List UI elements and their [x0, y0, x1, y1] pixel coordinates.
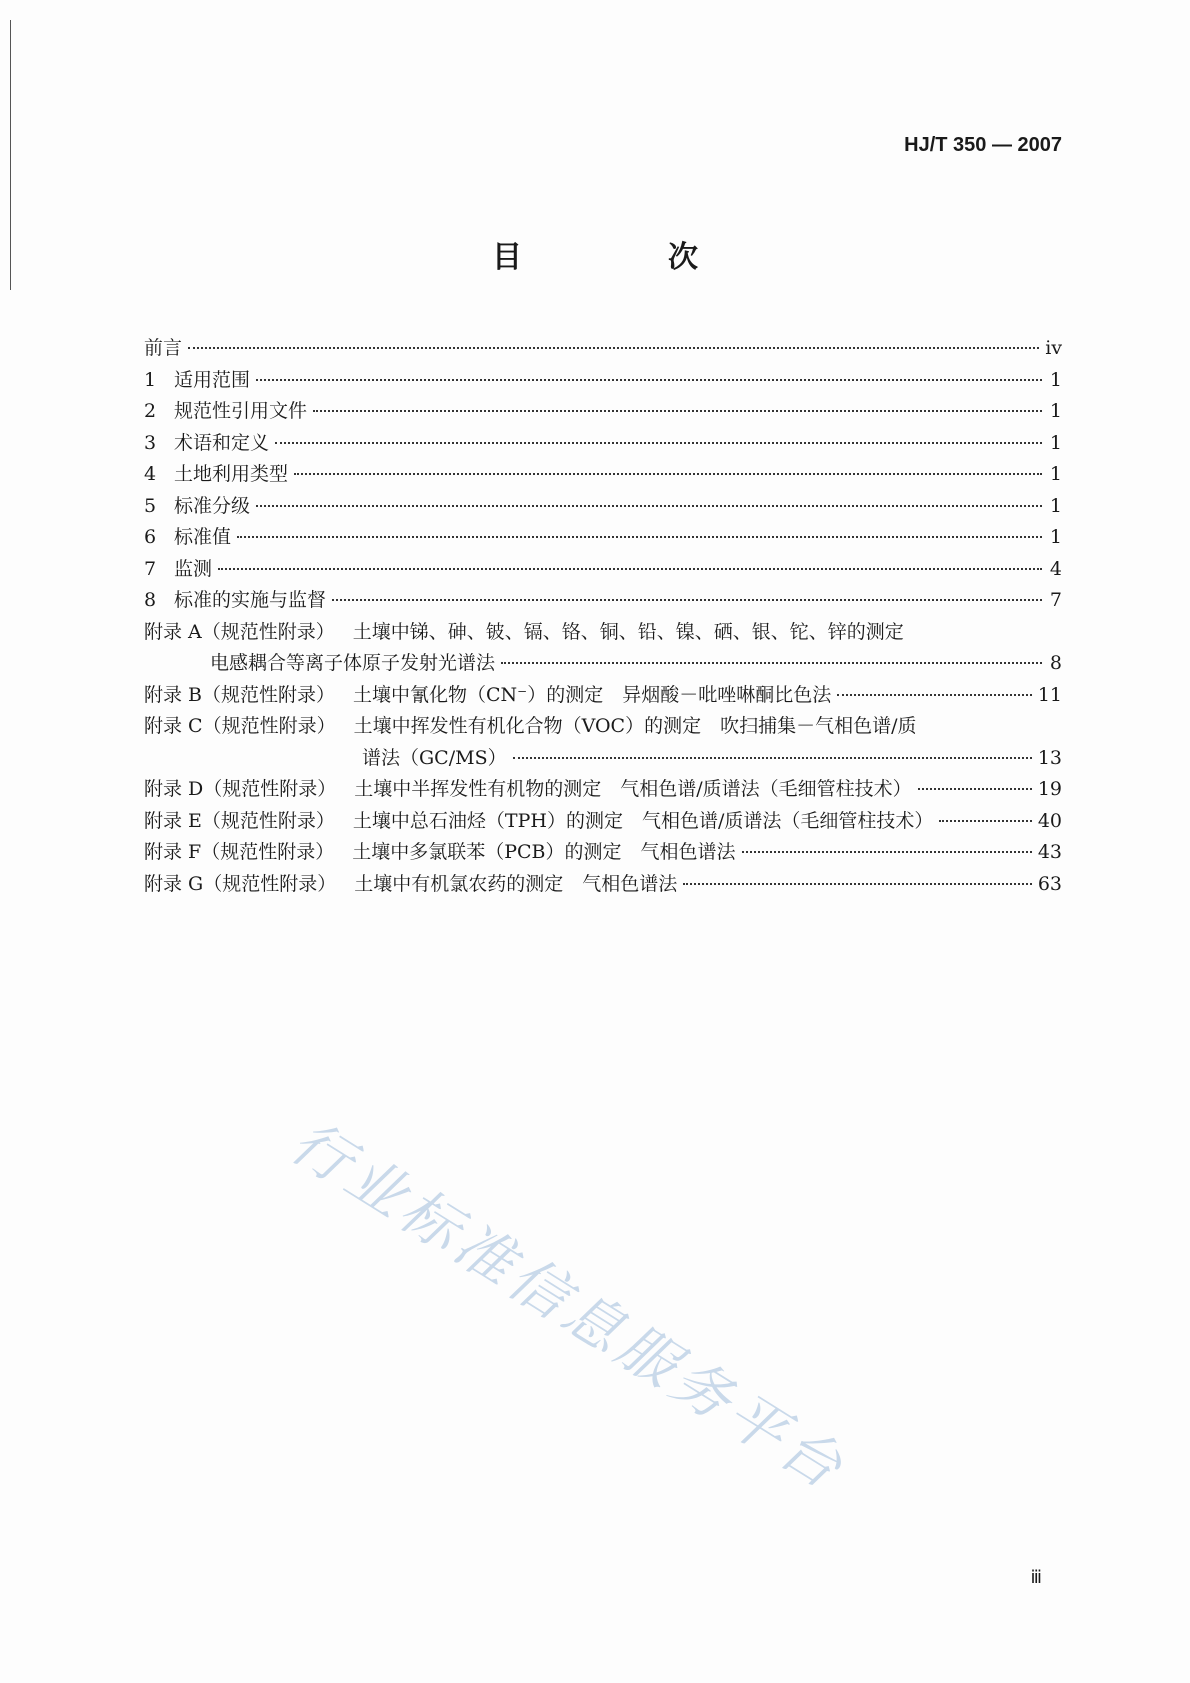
toc-entry-appendix-g[interactable] [144, 869, 1062, 901]
toc-page: 43 [1037, 841, 1062, 863]
appendix-prefix: 附录 C（规范性附录） [144, 715, 336, 737]
toc-entry-appendix-a-cont[interactable] [144, 648, 1062, 680]
toc-page: 4 [1049, 557, 1062, 580]
toc-entry-section-2[interactable] [144, 396, 1062, 428]
dot-leader [513, 756, 1032, 759]
toc-entry-section-1[interactable] [144, 365, 1062, 397]
appendix-prefix: 附录 B（规范性附录） [144, 683, 336, 706]
dot-leader [188, 346, 1039, 349]
toc-number: 1 [144, 368, 157, 391]
toc-number: 4 [144, 463, 157, 485]
appendix-title: 土壤中锑、砷、铍、镉、铬、铜、铅、镍、硒、银、铊、锌的测定 [352, 620, 904, 643]
toc-number: 7 [144, 557, 157, 580]
toc-number: 3 [144, 431, 157, 454]
toc-page: 1 [1049, 368, 1062, 391]
dot-leader [313, 409, 1042, 412]
toc-label: 适用范围 [174, 368, 251, 391]
dot-leader [939, 819, 1031, 822]
watermark: 行业标准信息服务平台 [279, 1107, 859, 1505]
dot-leader [275, 441, 1042, 444]
toc-entry-foreword[interactable] [144, 333, 1062, 365]
dot-leader [237, 535, 1042, 538]
dot-leader [683, 882, 1032, 885]
toc-number: 2 [144, 400, 157, 422]
dot-leader [256, 378, 1042, 381]
toc-page: 1 [1049, 494, 1062, 517]
appendix-prefix: 附录 D（规范性附录） [144, 778, 337, 800]
dot-leader [837, 693, 1032, 696]
toc-entry-section-8[interactable] [144, 585, 1062, 617]
appendix-title: 土壤中有机氯农药的测定 气相色谱法 [354, 872, 678, 895]
toc-entry-section-3[interactable] [144, 428, 1062, 460]
toc-entry-appendix-e[interactable] [144, 806, 1062, 838]
toc-page: 13 [1037, 746, 1062, 769]
appendix-prefix: 附录 F（规范性附录） [144, 841, 335, 863]
appendix-title: 土壤中总石油烃（TPH）的测定 气相色谱/质谱法（毛细管柱技术） [352, 809, 934, 832]
toc-entry-section-4[interactable] [144, 459, 1062, 491]
appendix-title-cont: 电感耦合等离子体原子发射光谱法 [210, 652, 496, 674]
toc-page: 40 [1037, 809, 1062, 832]
dot-leader [918, 787, 1032, 790]
dot-leader [332, 598, 1042, 601]
toc-entry-appendix-b[interactable] [144, 680, 1062, 712]
toc-entry-section-5[interactable] [144, 491, 1062, 523]
appendix-title: 土壤中挥发性有机化合物（VOC）的测定 吹扫捕集－气相色谱/质 [353, 715, 917, 737]
appendix-title-cont: 谱法（GC/MS） [362, 746, 507, 769]
toc-label: 规范性引用文件 [174, 400, 308, 422]
table-of-contents [144, 333, 1062, 900]
toc-entry-appendix-c[interactable] [144, 711, 1062, 743]
appendix-title: 土壤中半挥发性有机物的测定 气相色谱/质谱法（毛细管柱技术） [354, 778, 912, 800]
toc-number: 5 [144, 494, 157, 517]
toc-entry-appendix-c-cont[interactable] [144, 743, 1062, 775]
standard-code: HJ/T 350 — 2007 [904, 134, 1062, 156]
appendix-title: 土壤中多氯联苯（PCB）的测定 气相色谱法 [352, 841, 736, 863]
toc-page: 11 [1037, 683, 1062, 706]
toc-number: 6 [144, 526, 157, 548]
toc-label: 标准值 [174, 526, 232, 548]
appendix-prefix: 附录 A（规范性附录） [144, 620, 335, 643]
toc-label: 标准分级 [174, 494, 251, 517]
toc-label: 标准的实施与监督 [174, 589, 327, 611]
toc-page: 19 [1037, 778, 1062, 800]
toc-label: 土地利用类型 [174, 463, 289, 485]
toc-page: 1 [1049, 400, 1062, 422]
page-title: 目 次 [492, 240, 756, 275]
toc-number: 8 [144, 589, 157, 611]
toc-page: 1 [1049, 463, 1062, 485]
toc-entry-section-6[interactable] [144, 522, 1062, 554]
dot-leader [218, 567, 1042, 570]
toc-page: 1 [1049, 431, 1062, 454]
toc-entry-section-7[interactable] [144, 554, 1062, 586]
toc-label: 监测 [174, 557, 213, 580]
appendix-prefix: 附录 G（规范性附录） [144, 872, 337, 895]
dot-leader [742, 850, 1032, 853]
toc-page: 1 [1049, 526, 1062, 548]
toc-entry-appendix-a[interactable] [144, 617, 1062, 649]
toc-page: 8 [1049, 652, 1062, 674]
appendix-prefix: 附录 E（规范性附录） [144, 809, 335, 832]
toc-entry-appendix-d[interactable] [144, 774, 1062, 806]
toc-entry-appendix-f[interactable] [144, 837, 1062, 869]
dot-leader [294, 472, 1042, 475]
appendix-title: 土壤中氰化物（CN⁻）的测定 异烟酸－吡唑啉酮比色法 [353, 683, 832, 706]
page-number: ⅲ [1030, 1567, 1042, 1588]
toc-label: 前言 [144, 337, 183, 359]
dot-leader [256, 504, 1042, 507]
toc-page: 63 [1037, 872, 1062, 895]
toc-page: ⅳ [1045, 337, 1062, 359]
dot-leader [501, 661, 1042, 664]
toc-page: 7 [1049, 589, 1062, 611]
toc-label: 术语和定义 [174, 431, 270, 454]
